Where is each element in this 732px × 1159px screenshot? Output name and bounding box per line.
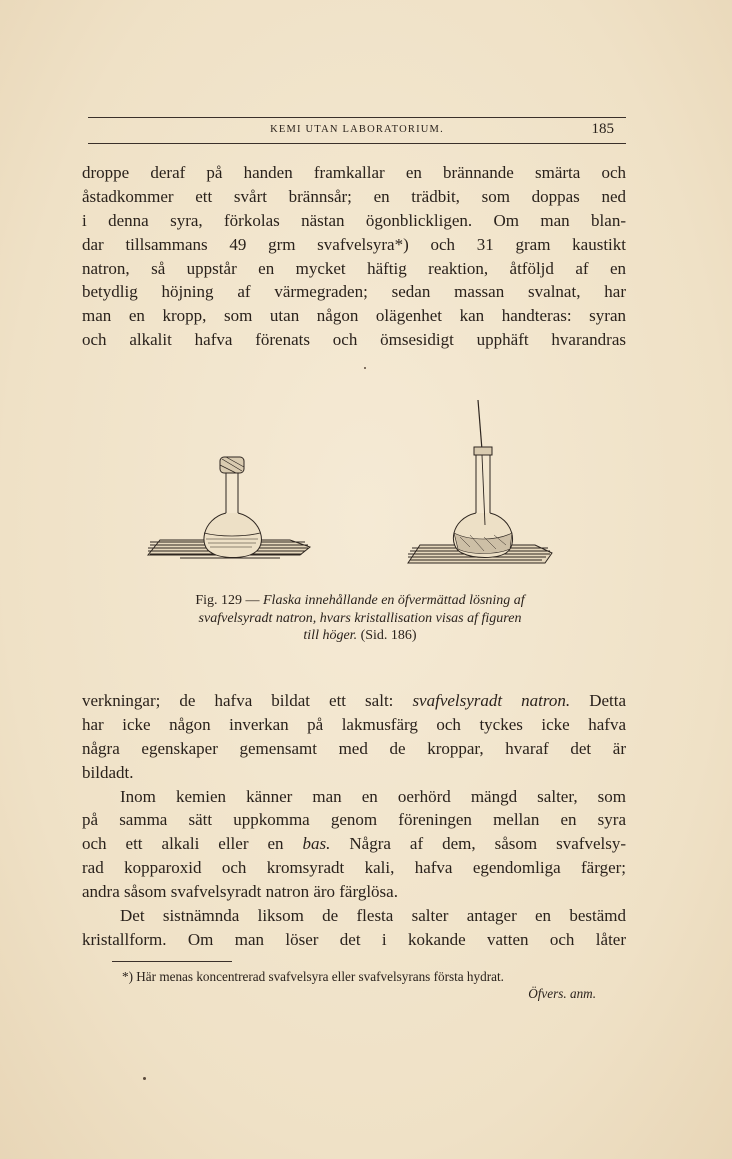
text-line bbox=[82, 689, 626, 713]
caption-italic-1: Flaska innehållande en öfvermättad lösning af bbox=[263, 593, 525, 608]
figure-caption bbox=[136, 592, 584, 645]
caption-reference: (Sid. 186) bbox=[360, 628, 417, 643]
text-line: betydlig höjning af värmegraden; sedan massan svalnat, har bbox=[82, 282, 626, 302]
text-line: rad kopparoxid och kromsyradt kali, hafva egendomliga färger; bbox=[82, 858, 626, 878]
footnote-text: *) Här menas koncentrerad svafvelsyra eller svafvelsyrans första hydrat. bbox=[122, 969, 504, 984]
caption-italic-2: svafvelsyradt natron, hvars kristallisation visas af figuren bbox=[198, 610, 522, 626]
text-line: man en kropp, som utan någon olägenhet kan handteras: syran bbox=[82, 306, 626, 326]
text-line: dar tillsammans 49 grm svafvelsyra*) och 31 gram kaustikt bbox=[82, 234, 626, 254]
italic-term: bas. bbox=[302, 834, 331, 854]
text-line: och alkalit hafva förenats och ömsesidigt upphäft hvarandras bbox=[82, 330, 626, 350]
text-line bbox=[82, 832, 626, 856]
body-text-top bbox=[82, 161, 626, 352]
text-line: åstadkommer ett svårt brännsår; en trädbit, som doppas ned bbox=[82, 186, 626, 206]
text-line: några egenskaper gemensamt med de kroppar, hvaraf det är bbox=[82, 738, 626, 758]
left-flask bbox=[204, 457, 261, 558]
text-line: Det sistnämnda liksom de flesta salter antager en bestämd bbox=[120, 906, 626, 926]
text-line: på samma sätt uppkomma genom föreningen mellan en syra bbox=[82, 810, 626, 830]
flask-illustration bbox=[140, 395, 560, 580]
right-flask bbox=[453, 400, 512, 558]
body-text-bottom bbox=[82, 689, 626, 952]
header-bottom-rule bbox=[88, 143, 626, 144]
text-line: har icke någon inverkan på lakmusfärg och tyckes icke hafva bbox=[82, 714, 626, 734]
italic-term: svafvelsyradt natron. bbox=[412, 691, 571, 710]
caption-italic-3: till höger. bbox=[303, 628, 358, 643]
text-segment: Detta bbox=[589, 691, 627, 710]
header-top-rule bbox=[88, 117, 626, 118]
running-title: KEMI UTAN LABORATORIUM. bbox=[270, 124, 444, 135]
paper-speck bbox=[364, 367, 366, 369]
running-head bbox=[88, 121, 626, 139]
page-number: 185 bbox=[591, 121, 614, 137]
text-segment: och ett alkali eller en bbox=[82, 834, 284, 854]
text-line: kristallform. Om man löser det i kokande vatten och låter bbox=[82, 929, 626, 949]
figure-label: Fig. 129 — bbox=[195, 593, 260, 608]
text-line: bildadt. bbox=[82, 762, 134, 782]
footnote bbox=[122, 968, 626, 1002]
text-segment: verkningar; de hafva bildat ett salt: bbox=[82, 691, 394, 710]
footnote-signature: Öfvers. anm. bbox=[528, 986, 596, 1001]
text-line: natron, så uppstår en mycket häftig reaktion, åtföljd af en bbox=[82, 258, 626, 278]
text-line: andra såsom svafvelsyradt natron äro färglösa. bbox=[82, 882, 398, 902]
text-segment: Några af dem, såsom svafvelsy- bbox=[349, 834, 627, 854]
paper-speck bbox=[143, 1077, 146, 1080]
text-line: i denna syra, förkolas nästan ögonblickligen. Om man blan- bbox=[82, 210, 626, 230]
text-line: droppe deraf på handen framkallar en brännande smärta och bbox=[82, 163, 626, 182]
text-line: Inom kemien känner man en oerhörd mängd salter, som bbox=[120, 786, 626, 806]
footnote-rule bbox=[112, 961, 232, 962]
